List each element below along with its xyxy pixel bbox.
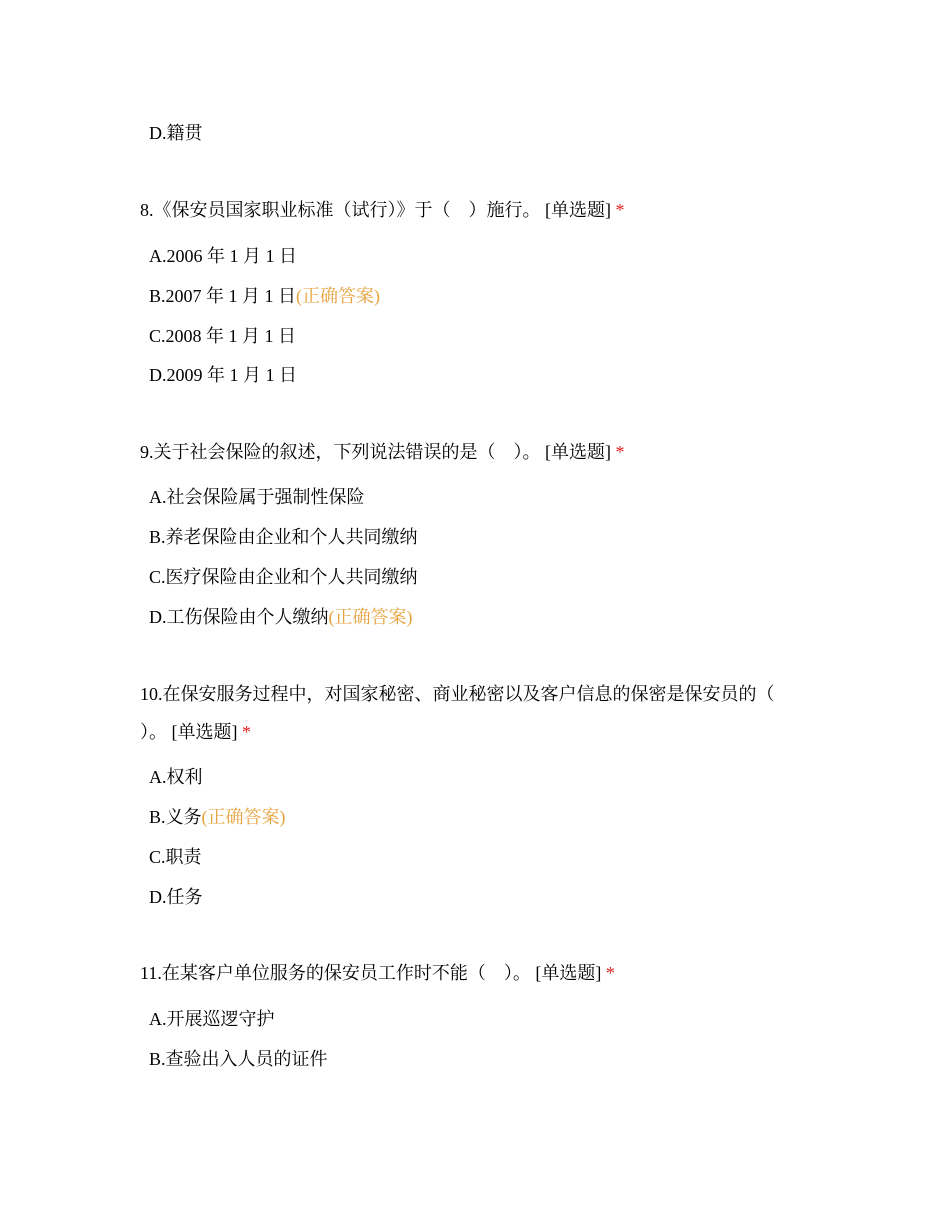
question-9 — [140, 440, 625, 464]
option-text: B.查验出入人员的证件 — [149, 1049, 328, 1069]
option-text: B.义务 — [149, 807, 202, 827]
required-mark: * — [615, 442, 625, 462]
option-text: A.权利 — [149, 767, 203, 787]
option-text: D.籍贯 — [149, 123, 203, 143]
question-text-line1: 10.在保安服务过程中，对国家秘密、商业秘密以及客户信息的保密是保安员的（ — [140, 684, 775, 704]
question-type-tag: [单选题] — [171, 722, 238, 742]
option-q9-d — [149, 605, 413, 629]
option-q9-a — [149, 485, 365, 509]
option-q8-d — [149, 363, 297, 387]
correct-answer-mark: (正确答案) — [201, 807, 286, 827]
required-mark: * — [242, 722, 251, 742]
required-mark: * — [605, 963, 615, 983]
option-q8-c — [149, 324, 296, 348]
option-text: B.养老保险由企业和个人共同缴纳 — [149, 527, 418, 547]
question-text-line2: ）。 — [140, 722, 167, 742]
option-q11-b — [149, 1047, 328, 1071]
question-type-tag: [单选题] — [545, 200, 611, 220]
option-q10-b — [149, 805, 286, 829]
question-type-tag: [单选题] — [535, 963, 602, 983]
option-q8-a — [149, 244, 297, 268]
question-10-cont — [140, 720, 251, 744]
option-q9-c — [149, 565, 418, 589]
option-text: D.任务 — [149, 887, 203, 907]
option-text: A.社会保险属于强制性保险 — [149, 487, 365, 507]
question-text: 9.关于社会保险的叙述，下列说法错误的是（ ）。 — [140, 442, 541, 462]
option-q10-a — [149, 765, 203, 789]
option-text: D.工伤保险由个人缴纳 — [149, 607, 329, 627]
question-10 — [140, 682, 775, 706]
question-8 — [140, 198, 625, 222]
option-q9-b — [149, 525, 418, 549]
option-text: C.职责 — [149, 847, 202, 867]
question-type-tag: [单选题] — [545, 442, 611, 462]
option-text: D.2009 年 1 月 1 日 — [149, 365, 297, 385]
correct-answer-mark: (正确答案) — [328, 607, 413, 627]
option-text: A.2006 年 1 月 1 日 — [149, 246, 297, 266]
question-11 — [140, 961, 615, 985]
option-text: C.2008 年 1 月 1 日 — [149, 326, 297, 346]
option-text: A.开展巡逻守护 — [149, 1009, 275, 1029]
option-q10-c — [149, 845, 202, 869]
question-text: 8.《保安员国家职业标准（试行）》于（ ）施行。 — [140, 200, 541, 220]
option-q11-a — [149, 1007, 275, 1031]
option-q10-d — [149, 885, 203, 909]
option-text: B.2007 年 1 月 1 日 — [149, 286, 297, 306]
option-q8-b — [149, 284, 380, 308]
question-text: 11.在某客户单位服务的保安员工作时不能（ ）。 — [140, 963, 531, 983]
required-mark: * — [615, 200, 625, 220]
correct-answer-mark: (正确答案) — [296, 286, 381, 306]
option-text: C.医疗保险由企业和个人共同缴纳 — [149, 567, 418, 587]
option-q7-d — [149, 121, 203, 145]
